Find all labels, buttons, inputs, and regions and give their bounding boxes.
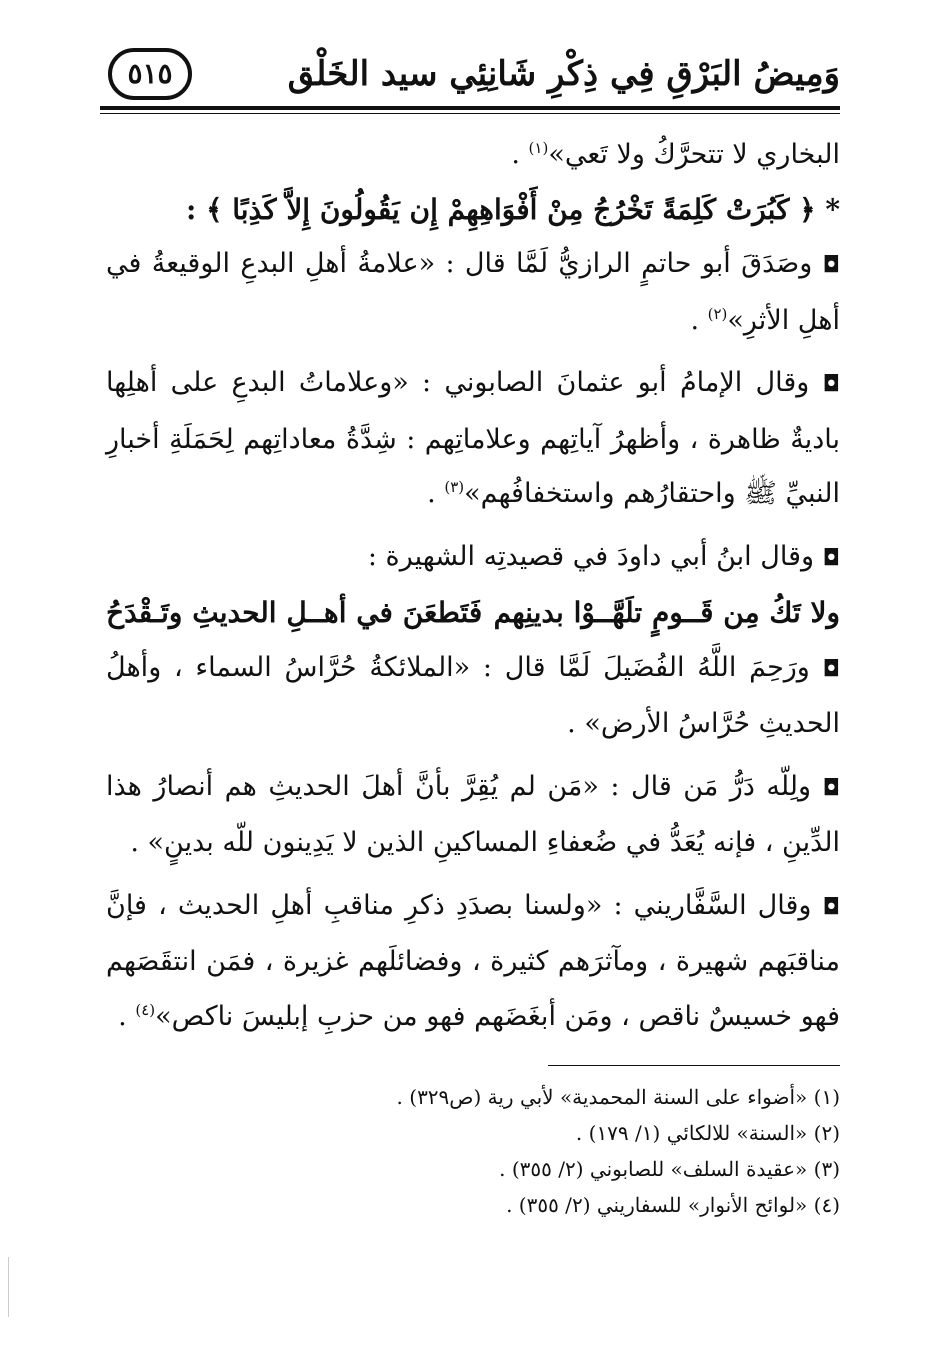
quran-verse-paragraph bbox=[106, 183, 840, 238]
footnote-3: (٣) «عقيدة السلف» للصابوني (٢/ ٣٥٥) . bbox=[499, 1157, 840, 1181]
paragraph-3-end: . bbox=[690, 304, 708, 336]
paragraph-6 bbox=[106, 641, 840, 752]
paragraph-6-text: ورَحِمَ اللَّهُ الفُضَيلَ لَمَّا قال : «الملائكةُ حُرَّاسُ السماء ، وأهلُ الحديثِ حُرَّاسُ الأرض» . bbox=[106, 651, 840, 739]
square-marker-icon: ◘ bbox=[822, 656, 840, 682]
header-rule-thick bbox=[100, 106, 840, 110]
running-title: وَمِيضُ البَرْقِ فِي ذِكْرِ شَانِئِي سيد الخَلْق bbox=[287, 54, 840, 94]
paragraph-8-text: وقال السَّفَّاريني : «ولسنا بصدَدِ ذكرِ مناقبِ أهلِ الحديث ، فإنَّ مناقبَهم شهيرة ، ومآثرَهم كثيرة ، وفضائلَهم غزيرة ، فمَن انتقَصَهم فهو خسيسٌ ناقص ، ومَن أبغَضَهم فهو من حزبِ إبليسَ ناكص» bbox=[106, 889, 840, 1032]
footnotes bbox=[300, 1079, 840, 1223]
footnote-separator bbox=[548, 1065, 840, 1066]
footnote-2: (٢) «السنة» للالكائي (١/ ١٧٩) . bbox=[575, 1121, 840, 1145]
square-marker-icon: ◘ bbox=[822, 545, 840, 571]
square-marker-icon: ◘ bbox=[822, 894, 840, 920]
star-marker: * bbox=[825, 192, 840, 226]
square-marker-icon: ◘ bbox=[822, 775, 840, 801]
verse-second-hemistich: فَتَطعَنَ في أهــلِ الحديثِ وتَـقْدَحُ bbox=[106, 596, 483, 629]
paragraph-4-end: . bbox=[427, 478, 445, 509]
paragraph-3 bbox=[106, 237, 840, 348]
footnote-ref-3: (٣) bbox=[444, 478, 465, 496]
paragraph-4 bbox=[106, 356, 840, 522]
paragraph-8 bbox=[106, 879, 840, 1045]
paragraph-4-text: وقال الإمامُ أبو عثمانَ الصابوني : «وعلاماتُ البدعِ على أهلِها باديةٌ ظاهرة ، وأظهرُ آياتِهم وعلاماتِهم : شِدَّةُ معاداتِهم لِحَمَلَةِ أخبارِ النبيِّ ﷺ واحتقارُهم واستخفافُهم» bbox=[106, 367, 840, 509]
footnote-4: (٤) «لوائح الأنوار» للسفاريني (٢/ ٣٥٥) . bbox=[506, 1193, 840, 1217]
paragraph-1 bbox=[106, 128, 840, 183]
footnote-1: (١) «أضواء على السنة المحمدية» لأبي رية (ص٣٢٩) . bbox=[396, 1085, 840, 1109]
header-rule-thin bbox=[100, 113, 840, 114]
page-number-badge: ٥١٥ bbox=[108, 48, 192, 100]
paragraph-7-text: ولِلّه دَرُّ مَن قال : «مَن لم يُقِرَّ بأنَّ أهلَ الحديثِ هم أنصارُ هذا الدِّينِ ، فإنه يُعَدُّ في ضُعفاءِ المساكينِ الذين لا يَدِينون للّه بدينٍ» . bbox=[106, 770, 840, 858]
footnote-ref-1: (١) bbox=[528, 139, 549, 157]
square-marker-icon: ◘ bbox=[822, 372, 840, 397]
paragraph-5-text: وقال ابنُ أبي داودَ في قصيدتِه الشهيرة : bbox=[367, 540, 823, 572]
poetry-verse bbox=[106, 586, 840, 641]
paragraph-5 bbox=[106, 530, 840, 587]
footnote-ref-2: (٢) bbox=[707, 304, 728, 323]
scan-edge-mark bbox=[8, 1257, 9, 1317]
verse-first-hemistich: ولا تَكُ مِن قَــومٍ تلَهَّــوْا بدينِهم bbox=[493, 596, 840, 629]
quran-verse-text: ﴿ كَبُرَتْ كَلِمَةً تَخْرُجُ مِنْ أَفْوَاهِهِمْ إِن يَقُولُونَ إِلاَّ كَذِبًا ﴾ : bbox=[185, 192, 816, 226]
page-header bbox=[100, 40, 840, 116]
square-marker-icon: ◘ bbox=[822, 253, 840, 278]
paragraph-8-end: . bbox=[118, 1000, 136, 1032]
paragraph-7 bbox=[106, 760, 840, 871]
body-text bbox=[106, 128, 840, 1044]
paragraph-3-text: وصَدَقَ أبو حاتمٍ الرازيُّ لَمَّا قال : «علامةُ أهلِ البدعِ الوقيعةُ في أهلِ الأثرِ» bbox=[106, 248, 840, 336]
footnote-ref-4: (٤) bbox=[135, 1000, 156, 1019]
paragraph-1-end: . bbox=[511, 139, 529, 170]
paragraph-1-text: البخاري لا تتحرَّكُ ولا تَعي» bbox=[548, 139, 840, 170]
